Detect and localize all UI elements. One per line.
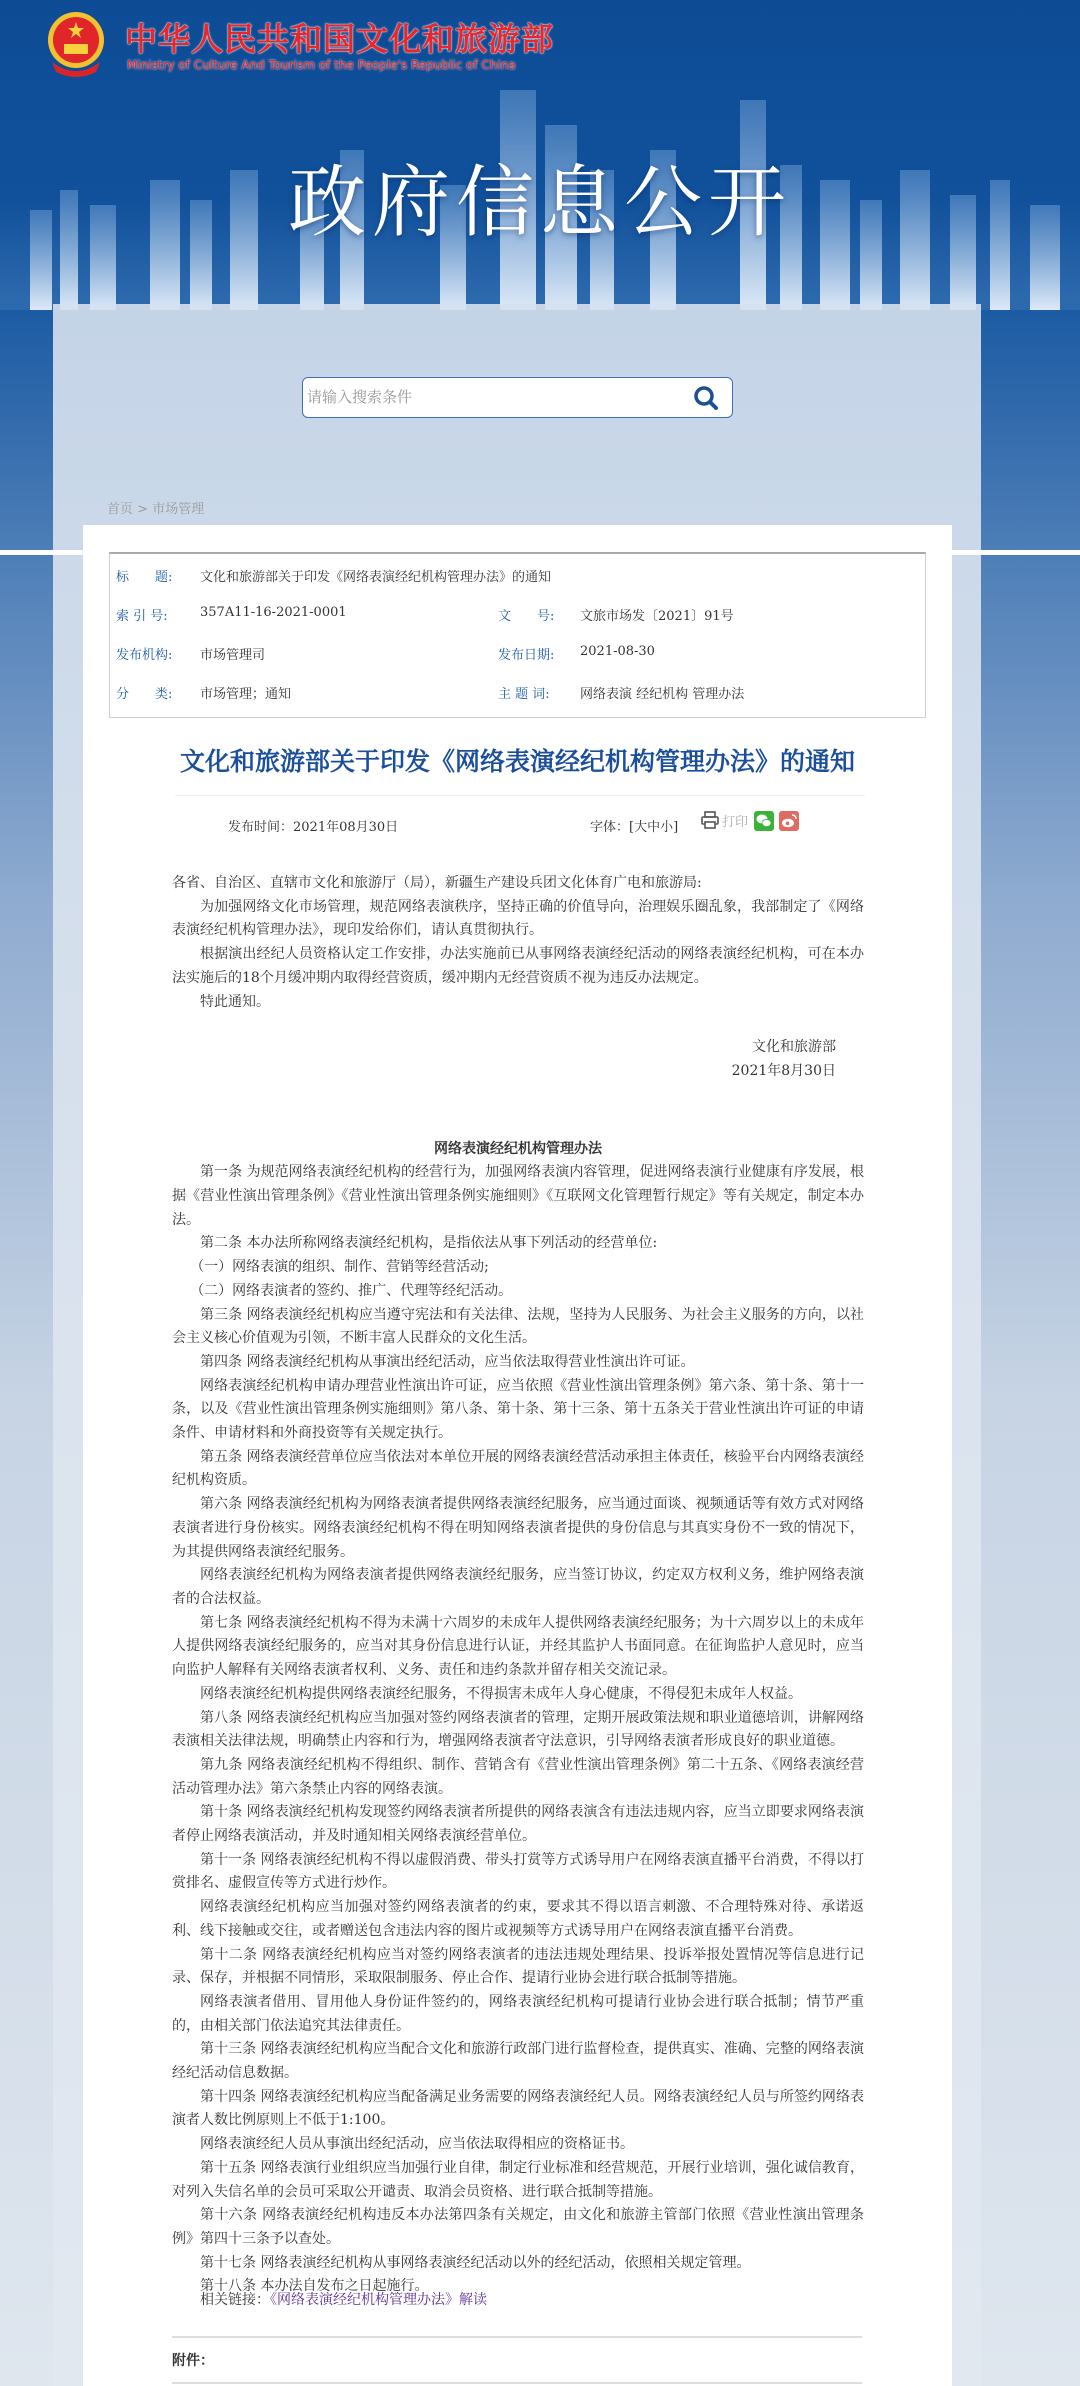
law-paragraph: 第二条 本办法所称网络表演经纪机构，是指依法从事下列活动的经营单位: [200,1235,658,1252]
law-paragraph: 网络表演经纪机构提供网络表演经纪服务，不得损害未成年人身心健康，不得侵犯未成年人权益。 [200,1685,802,1702]
info-row-category [110,683,925,703]
title-label: 标 题: [116,570,173,585]
related-links [200,2289,487,2309]
law-paragraph: 第九条 网络表演经纪机构不得组织、制作、营销含有《营业性演出管理条例》第二十五条、《网络表演经营活动管理办法》第六条禁止内容的网络表演。 [172,1756,864,1797]
docno-label: 文 号: [498,609,555,624]
attachment-divider-bottom [172,2382,862,2384]
info-row-org [110,644,925,664]
law-paragraph: 第十五条 网络表演行业组织应当加强行业自律，制定行业标准和经营规范，开展行业培训，强化诚信教育，对列入失信名单的会员可采取公开谴责、取消会员资格、进行联合抵制等措施。 [172,2159,864,2200]
law-paragraph: 网络表演经纪机构申请办理营业性演出许可证，应当依照《营业性演出管理条例》第六条、第十条、第十一条，以及《营业性演出管理条例实施细则》第八条、第十条、第十三条、第十五条关于营业性演出许可证的申请条件、申请材料和外商投资等有关规定执行。 [172,1377,864,1442]
signature-org: 文化和旅游部 [752,1039,836,1056]
law-paragraph: 第十四条 网络表演经纪机构应当配备满足业务需要的网络表演经纪人员。网络表演经纪人员与所签约网络表演者人数比例原则上不低于1:100。 [172,2088,864,2129]
keywords-label: 主 题 词: [498,687,550,702]
law-paragraph: （一）网络表演的组织、制作、营销等经营活动; [190,1259,489,1276]
attachment-label: 附件： [172,2353,214,2369]
breadcrumb-home[interactable]: 首页 [107,502,134,517]
related-link[interactable]: 《网络表演经纪机构管理办法》解读 [270,2292,487,2308]
publish-time: 发布时间：2021年08月30日 [228,820,399,835]
breadcrumb-current[interactable]: 市场管理 [152,502,205,517]
law-paragraph: 第八条 网络表演经纪机构应当加强对签约网络表演者的管理，定期开展政策法规和职业道德培训，讲解网络表演相关法律法规，明确禁止内容和行为，增强网络表演者守法意识，引导网络表演者形成良好的职业道德。 [172,1709,864,1750]
category-label: 分 类: [116,687,173,702]
banner-title: 政府信息公开 [287,158,792,248]
weibo-share-icon[interactable] [779,811,799,831]
search-box[interactable] [302,377,733,418]
law-paragraph: 第十一条 网络表演经纪机构不得以虚假消费、带头打赏等方式诱导用户在网络表演直播平台消费，不得以打赏排名、虚假宣传等方式进行炒作。 [172,1851,864,1892]
wechat-share-icon[interactable] [754,811,774,831]
salutation: 各省、自治区、直辖市文化和旅游厅（局），新疆生产建设兵团文化体育广电和旅游局: [172,875,702,891]
law-paragraph: 第六条 网络表演经纪机构为网络表演者提供网络表演经纪服务，应当通过面谈、视频通话等有效方式对网络表演者进行身份核实。网络表演经纪机构不得在明知网络表演者提供的身份信息与其真实身份不一致的情况下，为其提供网络表演经纪服务。 [172,1496,864,1560]
law-paragraph: 第十七条 网络表演经纪机构从事网络表演经纪活动以外的经纪活动，依照相关规定管理。 [200,2254,751,2271]
date-label: 发布日期: [498,648,555,663]
law-paragraph: 网络表演经纪机构为网络表演者提供网络表演经纪服务，应当签订协议，约定双方权利义务，维护网络表演者的合法权益。 [172,1567,864,1607]
law-paragraph: 网络表演经纪人员从事演出经纪活动，应当依法取得相应的资格证书。 [200,2136,634,2153]
law-paragraph: 第十条 网络表演经纪机构发现签约网络表演者所提供的网络表演含有违法违规内容，应当立即要求网络表演者停止网络表演活动，并及时通知相关网络表演经营单位。 [172,1804,864,1845]
notice-paragraph: 根据演出经纪人员资格认定工作安排，办法实施前已从事网络表演经纪活动的网络表演经纪机构，可在本办法实施后的18个月缓冲期内取得经营资质，缓冲期内无经营资质不视为违反办法规定。 [172,946,864,986]
law-paragraph: 第四条 网络表演经纪机构从事演出经纪活动，应当依法取得营业性演出许可证。 [200,1353,695,1370]
national-emblem-logo [44,10,108,78]
date-value: 2021-08-30 [580,644,655,659]
notice-paragraph: 特此通知。 [200,993,270,1010]
signature-date: 2021年8月30日 [731,1062,836,1079]
index-label: 索 引 号: [116,609,168,624]
docno-value: 文旅市场发〔2021〕91号 [580,609,734,624]
article-title: 文化和旅游部关于印发《网络表演经纪机构管理办法》的通知 [179,747,855,776]
notice-paragraph: 为加强网络文化市场管理，规范网络表演秩序，坚持正确的价值导向，治理娱乐圈乱象，我部制定了《网络表演经纪机构管理办法》，现印发给你们，请认真贯彻执行。 [172,898,864,939]
law-paragraph: 第十二条 网络表演经纪机构应当对签约网络表演者的违法违规处理结果、投诉举报处置情况等信息进行记录、保存，并根据不同情形，采取限制服务、停止合作、提请行业协会进行联合抵制等措施。 [172,1946,864,1987]
category-value: 市场管理；通知 [200,687,292,702]
header-banner [0,0,1080,310]
keywords-value: 网络表演 经纪机构 管理办法 [580,687,745,702]
law-title: 网络表演经纪机构管理办法 [434,1140,602,1157]
attachment-divider-top [172,2336,862,2338]
law-paragraph: 第五条 网络表演经营单位应当依法对本单位开展的网络表演经营活动承担主体责任，核验平台内网络表演经纪机构资质。 [172,1448,864,1489]
printer-icon [700,810,720,830]
law-paragraph: 第三条 网络表演经纪机构应当遵守宪法和有关法律、法规，坚持为人民服务、为社会主义服务的方向，以社会主义核心价值观为引领，不断丰富人民群众的文化生活。 [172,1306,864,1347]
law-paragraph: （二）网络表演者的签约、推广、代理等经纪活动。 [190,1282,513,1299]
site-name-cn: 中华人民共和国文化和旅游部 [125,20,555,58]
law-paragraph: 第十三条 网络表演经纪机构应当配合文化和旅游行政部门进行监督检查，提供真实、准确、完整的网络表演经纪活动信息数据。 [172,2041,864,2082]
info-table [109,552,926,718]
site-name-en: Ministry of Culture And Tourism of the People's Republic of China [127,58,516,72]
index-value: 357A11-16-2021-0001 [200,605,347,620]
info-row-title [110,566,925,586]
law-paragraph: 第十八条 本办法自发布之日起施行。 [200,2278,429,2295]
law-paragraph: 网络表演者借用、冒用他人身份证件签约的，网络表演经纪机构可提请行业协会进行联合抵制；情节严重的，由相关部门依法追究其法律责任。 [172,1993,864,2034]
law-articles [172,1161,864,2299]
law-paragraph: 第一条 为规范网络表演经纪机构的经营行为，加强网络表演内容管理，促进网络表演行业健康有序发展，根据《营业性演出管理条例》《营业性演出管理条例实施细则》《互联网文化管理暂行规定》等有关规定，制定本办法。 [172,1164,864,1228]
law-paragraph: 第七条 网络表演经纪机构不得为未满十六周岁的未成年人提供网络表演经纪服务；为十六周岁以上的未成年人提供网络表演经纪服务的，应当对其身份信息进行认证，并经其监护人书面同意。在征询监护人意见时，应当向监护人解释有关网络表演者权利、义务、责任和违约条款并留存相关交流记录。 [172,1614,864,1679]
title-value: 文化和旅游部关于印发《网络表演经纪机构管理办法》的通知 [200,570,552,585]
breadcrumb [107,498,204,517]
title-divider [175,795,865,796]
print-label: 打印 [722,814,749,830]
org-label: 发布机构: [116,648,173,663]
org-value: 市场管理司 [200,648,266,663]
law-paragraph: 网络表演经纪机构应当加强对签约网络表演者的约束，要求其不得以语言刺激、不合理特殊对待、承诺返利、线下接触或交往，或者赠送包含违法内容的图片或视频等方式诱导用户在网络表演直播平台消费。 [172,1899,864,1939]
font-size-selector[interactable]: 字体：[大中小] [590,820,679,835]
related-label: 相关链接： [200,2292,270,2308]
search-icon[interactable] [692,384,720,412]
print-button[interactable] [700,810,748,830]
article-body [172,872,864,2299]
search-input[interactable] [307,388,667,406]
info-row-index [110,605,925,625]
breadcrumb-separator: > [133,502,153,517]
law-paragraph: 第十六条 网络表演经纪机构违反本办法第四条有关规定，由文化和旅游主管部门依照《营业性演出管理条例》第四十三条予以查处。 [172,2207,864,2247]
